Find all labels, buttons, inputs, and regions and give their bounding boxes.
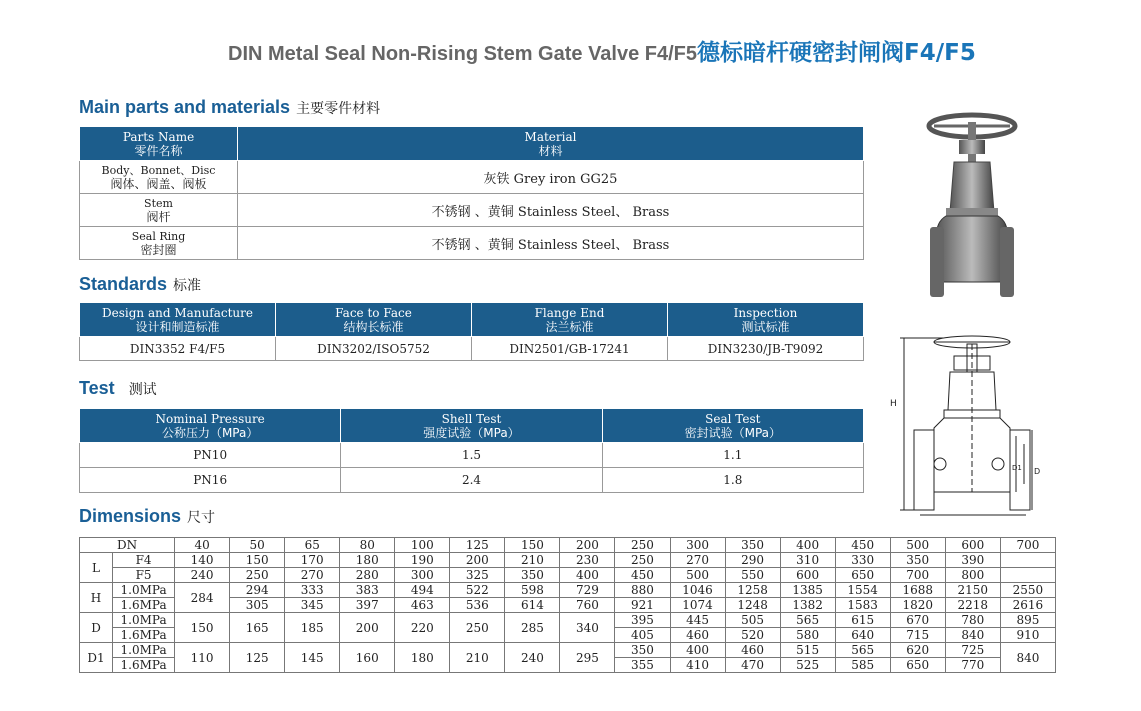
dim-cell: 600: [780, 568, 835, 583]
dim-cell: 390: [945, 553, 1000, 568]
dim-cell: 125: [230, 643, 285, 673]
dim-cell: 895: [1000, 613, 1055, 628]
dim-cell: 460: [670, 628, 725, 643]
dim-cell: 460: [725, 643, 780, 658]
standards-header: Inspection 测试标准: [668, 303, 864, 337]
standards-table: [79, 302, 864, 361]
dim-cell: 565: [835, 643, 890, 658]
row-label-d: D: [80, 613, 113, 643]
test-header: Seal Test 密封试验（MPa）: [602, 409, 863, 443]
material-cell: 不锈钢 、黄铜 Stainless Steel、 Brass: [238, 194, 864, 227]
standards-value: DIN2501/GB-17241: [472, 337, 668, 361]
standards-value: DIN3202/ISO5752: [276, 337, 472, 361]
dim-cell: 310: [780, 553, 835, 568]
test-header: Nominal Pressure 公称压力（MPa）: [80, 409, 341, 443]
dim-cell: 210: [450, 643, 505, 673]
dim-cell: 650: [835, 568, 890, 583]
dim-cell: 780: [945, 613, 1000, 628]
dim-row: [80, 553, 1056, 568]
dim-cell: 880: [615, 583, 670, 598]
dim-cell: 650: [890, 658, 945, 673]
valve-photo: [924, 112, 1024, 302]
section-test-zh: 测试: [128, 382, 157, 398]
dim-cell: 505: [725, 613, 780, 628]
dim-cell: 400: [560, 568, 615, 583]
dim-cell: 500: [670, 568, 725, 583]
dn-value: 700: [1000, 538, 1055, 553]
dim-cell: 620: [890, 643, 945, 658]
dn-label: DN: [80, 538, 175, 553]
dim-cell: 160: [340, 643, 395, 673]
dn-value: 350: [725, 538, 780, 553]
dim-cell: 185: [285, 613, 340, 643]
section-dimensions-zh: 尺寸: [187, 510, 216, 526]
dim-cell: 2218: [945, 598, 1000, 613]
dim-cell: 180: [395, 643, 450, 673]
dim-cell: 515: [780, 643, 835, 658]
dim-cell: 180: [340, 553, 395, 568]
dim-row: [80, 583, 1056, 598]
dim-cell: 445: [670, 613, 725, 628]
row-label-d1: D1: [80, 643, 113, 673]
test-value: 2.4: [341, 468, 602, 493]
dim-cell: 1583: [835, 598, 890, 613]
section-test: [79, 378, 157, 399]
section-main-parts-en: Main parts and materials: [79, 97, 291, 117]
valve-drawing: [884, 332, 1044, 520]
row-label-l: L: [80, 553, 113, 583]
dim-cell: 395: [615, 613, 670, 628]
standards-header: Face to Face 结构长标准: [276, 303, 472, 337]
sub-label: F5: [113, 568, 175, 583]
dn-value: 80: [340, 538, 395, 553]
sub-label: 1.0MPa: [113, 613, 175, 628]
row-label-h: H: [80, 583, 113, 613]
section-test-en: Test: [79, 378, 115, 398]
dim-cell: 2616: [1000, 598, 1055, 613]
dim-cell: 1248: [725, 598, 780, 613]
dim-cell: 470: [725, 658, 780, 673]
section-main-parts-zh: 主要零件材料: [296, 101, 381, 117]
dimensions-table: [79, 537, 1056, 673]
drawing-label-h: H: [890, 399, 897, 409]
dim-cell: 410: [670, 658, 725, 673]
dim-cell: 355: [615, 658, 670, 673]
dim-cell: 2550: [1000, 583, 1055, 598]
sub-label: 1.6MPa: [113, 598, 175, 613]
dim-cell: 670: [890, 613, 945, 628]
dim-cell: 565: [780, 613, 835, 628]
material-cell: 灰铁 Grey iron GG25: [238, 161, 864, 194]
section-main-parts: [79, 97, 380, 118]
dn-value: 450: [835, 538, 890, 553]
test-table: [79, 408, 864, 493]
dim-cell: 405: [615, 628, 670, 643]
sub-label: 1.6MPa: [113, 658, 175, 673]
dim-cell: 397: [340, 598, 395, 613]
dn-value: 125: [450, 538, 505, 553]
dim-cell: 525: [780, 658, 835, 673]
dim-cell: 150: [230, 553, 285, 568]
dim-cell: 520: [725, 628, 780, 643]
dim-cell: 910: [1000, 628, 1055, 643]
section-standards-zh: 标准: [173, 278, 202, 294]
dim-cell: 1820: [890, 598, 945, 613]
dn-value: 40: [175, 538, 230, 553]
dim-cell: 1385: [780, 583, 835, 598]
dim-cell: 170: [285, 553, 340, 568]
dim-cell: 700: [890, 568, 945, 583]
dim-row: [80, 568, 1056, 583]
dim-cell: 350: [505, 568, 560, 583]
dim-cell: 240: [505, 643, 560, 673]
dim-cell: 295: [560, 643, 615, 673]
dim-cell: 230: [560, 553, 615, 568]
dim-cell: 729: [560, 583, 615, 598]
dim-cell: 450: [615, 568, 670, 583]
dim-cell: 305: [230, 598, 285, 613]
dim-cell: 250: [615, 553, 670, 568]
dim-cell: 110: [175, 643, 230, 673]
test-header: Shell Test 强度试验（MPa）: [341, 409, 602, 443]
parts-table: [79, 126, 864, 260]
dim-cell: 1382: [780, 598, 835, 613]
drawing-label-d: D: [1034, 467, 1041, 476]
dim-cell: 760: [560, 598, 615, 613]
standards-value: DIN3230/JB-T9092: [668, 337, 864, 361]
dim-cell: 350: [890, 553, 945, 568]
standards-header: Flange End 法兰标准: [472, 303, 668, 337]
dn-value: 50: [230, 538, 285, 553]
dim-cell: 640: [835, 628, 890, 643]
dim-cell: 240: [175, 568, 230, 583]
dim-cell: [1000, 553, 1055, 568]
dim-cell: 294: [230, 583, 285, 598]
dn-value: 250: [615, 538, 670, 553]
dim-row: [80, 613, 1056, 628]
dn-value: 200: [560, 538, 615, 553]
dim-cell: 330: [835, 553, 890, 568]
dim-cell: 250: [230, 568, 285, 583]
dn-value: 600: [945, 538, 1000, 553]
section-dimensions-en: Dimensions: [79, 506, 182, 526]
dim-cell: 585: [835, 658, 890, 673]
dim-cell: 2150: [945, 583, 1000, 598]
dim-cell: 270: [285, 568, 340, 583]
material-header: Material 材料: [238, 127, 864, 161]
dim-cell: 840: [1000, 643, 1055, 673]
test-value: PN10: [80, 443, 341, 468]
page-title: [228, 34, 976, 67]
test-value: PN16: [80, 468, 341, 493]
dim-cell: 220: [395, 613, 450, 643]
title-zh: 德标暗杆硬密封闸阀F4/F5: [697, 40, 976, 66]
test-value: 1.5: [341, 443, 602, 468]
dn-value: 500: [890, 538, 945, 553]
test-value: 1.1: [602, 443, 863, 468]
dim-cell: 770: [945, 658, 1000, 673]
dim-cell: 280: [340, 568, 395, 583]
dim-cell: 340: [560, 613, 615, 643]
dim-cell: 715: [890, 628, 945, 643]
dim-cell: 1688: [890, 583, 945, 598]
parts-name-header: Parts Name 零件名称: [80, 127, 238, 161]
dim-cell: 1074: [670, 598, 725, 613]
dim-cell: 284: [175, 583, 230, 613]
dim-cell: 1258: [725, 583, 780, 598]
dim-cell: 333: [285, 583, 340, 598]
dim-cell: 400: [670, 643, 725, 658]
dim-cell: 598: [505, 583, 560, 598]
dim-cell: 522: [450, 583, 505, 598]
dim-cell: 150: [175, 613, 230, 643]
dn-value: 65: [285, 538, 340, 553]
dn-value: 400: [780, 538, 835, 553]
dim-cell: [1000, 568, 1055, 583]
dim-cell: 210: [505, 553, 560, 568]
standards-header: Design and Manufacture 设计和制造标准: [80, 303, 276, 337]
dim-cell: 190: [395, 553, 450, 568]
drawing-label-d1: D1: [1012, 464, 1022, 472]
sub-label: 1.6MPa: [113, 628, 175, 643]
dim-cell: 921: [615, 598, 670, 613]
dn-value: 150: [505, 538, 560, 553]
dim-cell: 550: [725, 568, 780, 583]
material-cell: 不锈钢 、黄铜 Stainless Steel、 Brass: [238, 227, 864, 260]
part-name-cell: Seal Ring 密封圈: [80, 227, 238, 260]
dn-value: 300: [670, 538, 725, 553]
dim-cell: 350: [615, 643, 670, 658]
dim-cell: 270: [670, 553, 725, 568]
dim-cell: 200: [450, 553, 505, 568]
dim-cell: 580: [780, 628, 835, 643]
dim-cell: 140: [175, 553, 230, 568]
test-value: 1.8: [602, 468, 863, 493]
dim-cell: 300: [395, 568, 450, 583]
dim-cell: 1046: [670, 583, 725, 598]
section-standards: [79, 274, 201, 295]
dim-cell: 145: [285, 643, 340, 673]
dim-cell: 614: [505, 598, 560, 613]
dim-cell: 840: [945, 628, 1000, 643]
section-dimensions: [79, 506, 215, 527]
dim-row: [80, 538, 1056, 553]
dim-cell: 1554: [835, 583, 890, 598]
dim-cell: 800: [945, 568, 1000, 583]
dim-cell: 615: [835, 613, 890, 628]
dim-cell: 383: [340, 583, 395, 598]
dim-cell: 725: [945, 643, 1000, 658]
dim-cell: 165: [230, 613, 285, 643]
section-standards-en: Standards: [79, 274, 168, 294]
dim-cell: 345: [285, 598, 340, 613]
dim-row: [80, 643, 1056, 658]
sub-label: F4: [113, 553, 175, 568]
dim-cell: 285: [505, 613, 560, 643]
dim-cell: 494: [395, 583, 450, 598]
dim-cell: 463: [395, 598, 450, 613]
sub-label: 1.0MPa: [113, 583, 175, 598]
part-name-cell: Body、Bonnet、Disc 阀体、阀盖、阀板: [80, 161, 238, 194]
standards-value: DIN3352 F4/F5: [80, 337, 276, 361]
dim-cell: 200: [340, 613, 395, 643]
dim-cell: 290: [725, 553, 780, 568]
dim-cell: 250: [450, 613, 505, 643]
dim-cell: 536: [450, 598, 505, 613]
sub-label: 1.0MPa: [113, 643, 175, 658]
dn-value: 100: [395, 538, 450, 553]
title-en: DIN Metal Seal Non-Rising Stem Gate Valve F4/F5: [228, 43, 698, 65]
part-name-cell: Stem 阀杆: [80, 194, 238, 227]
dim-cell: 325: [450, 568, 505, 583]
